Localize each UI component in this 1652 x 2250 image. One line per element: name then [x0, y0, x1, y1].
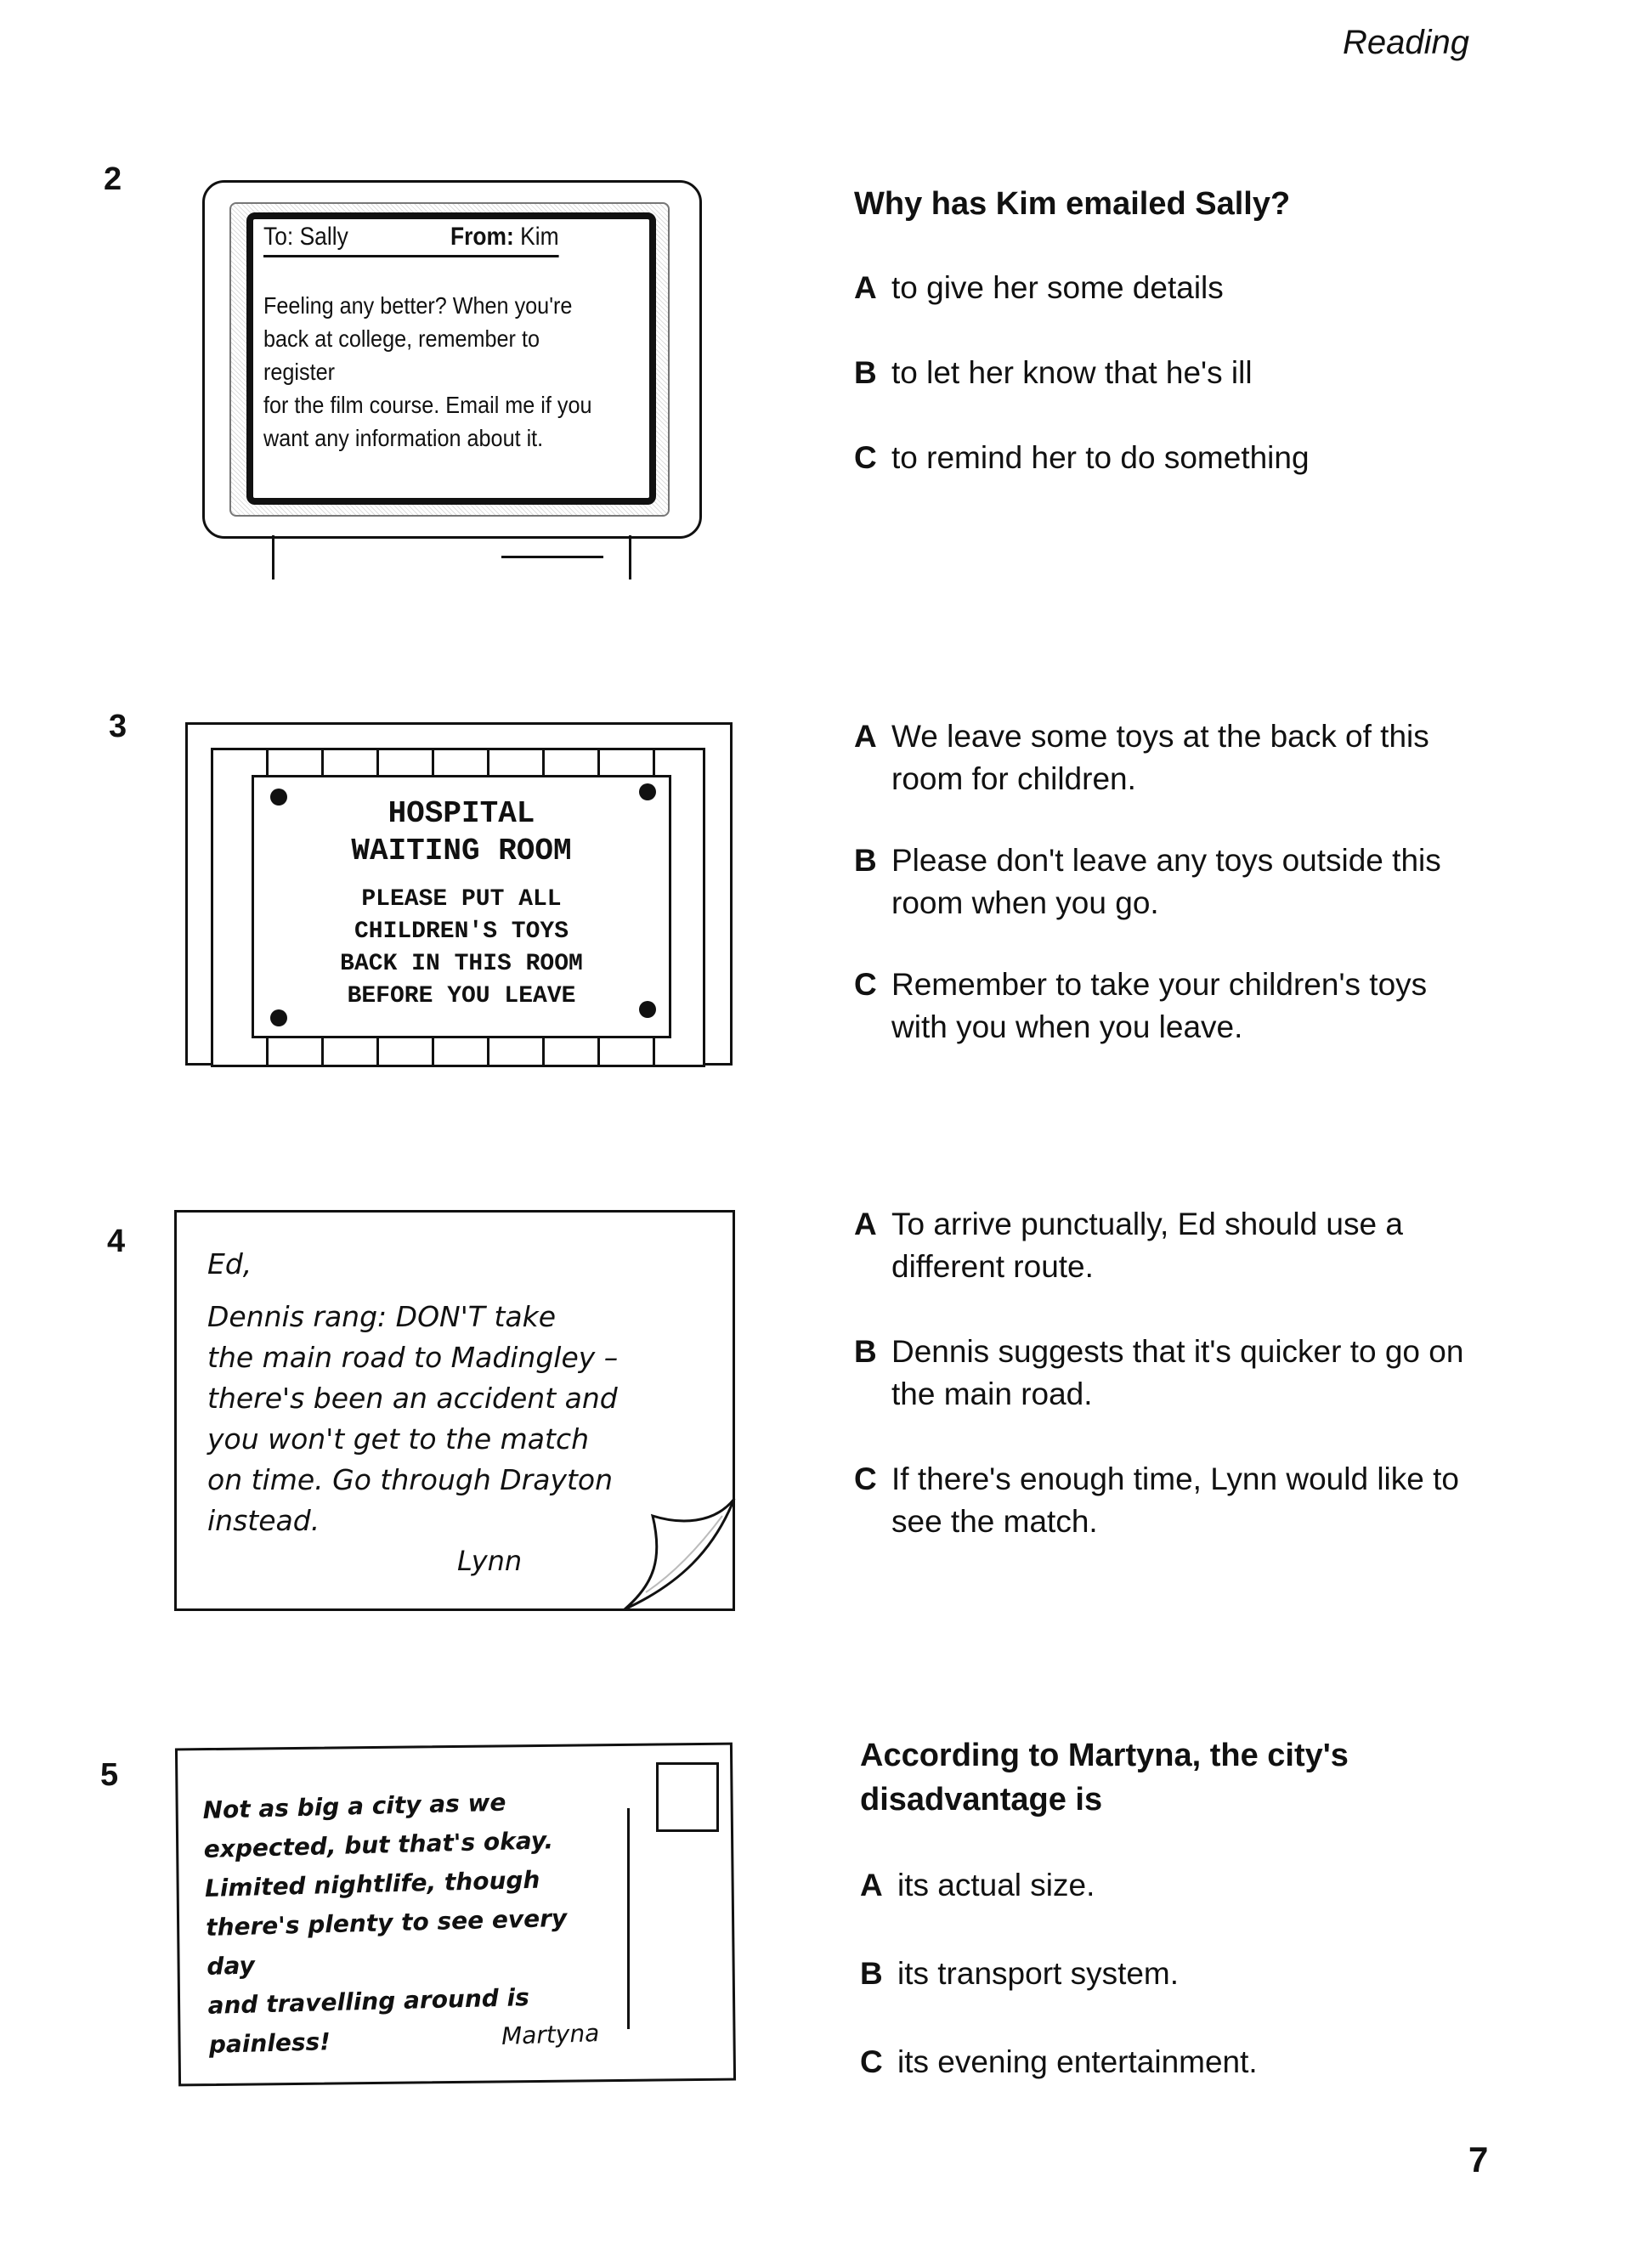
option-3a[interactable]: A We leave some toys at the back of this room for children. [854, 719, 1429, 796]
email-header [263, 223, 559, 257]
postcard-text: Not as big a city as we expected, but that's okay. Limited nightlife, though there's plenty to see every day and travelling around is painless! [202, 1788, 568, 2059]
sign-text: PLEASE PUT ALL CHILDREN'S TOYS BACK IN THIS ROOM BEFORE YOU LEAVE [340, 886, 583, 1009]
question-number-2: 2 [104, 161, 122, 197]
option-5c[interactable]: C its evening entertainment. [860, 2044, 1258, 2079]
question-3-options [854, 715, 1483, 1049]
option-3c[interactable]: C Remember to take your children's toys with you when you leave. [854, 967, 1428, 1044]
section-header: Reading [1343, 24, 1470, 61]
postcard-divider [627, 1808, 630, 2029]
question-2-prompt: Why has Kim emailed Sally? [854, 186, 1291, 222]
option-2c[interactable]: C to remind her to do something [854, 440, 1310, 475]
option-5b[interactable]: B its transport system. [860, 1956, 1180, 1991]
question-2-options [854, 267, 1551, 479]
monitor-stand-left [272, 535, 274, 579]
sign-title: HOSPITAL WAITING ROOM [351, 796, 572, 868]
note-text: Ed, Dennis rang: DON'T take the main road to Madingley – there's been an accident and you won't get to the match on time. Go through Drayton instead. [207, 1247, 619, 1537]
question-4-options [854, 1203, 1483, 1543]
postcard-signature: Martyna [501, 2018, 600, 2051]
question-number-4: 4 [107, 1224, 126, 1259]
monitor-stand-bar [501, 556, 603, 558]
question-number-5: 5 [100, 1757, 119, 1793]
stamp-box [656, 1762, 719, 1832]
email-to: To: Sally [263, 223, 348, 251]
option-2b[interactable]: B to let her know that he's ill [854, 355, 1253, 390]
question-number-3: 3 [109, 709, 127, 744]
email-from: From: Kim [450, 223, 559, 251]
option-4b[interactable]: B Dennis suggests that it's quicker to go on the main road. [854, 1334, 1464, 1411]
monitor-stand-right [629, 535, 631, 579]
page-number: 7 [1468, 2140, 1489, 2179]
option-5a[interactable]: A its actual size. [860, 1868, 1095, 1902]
question-5-prompt: According to Martyna, the city's disadvantage is [860, 1738, 1349, 1818]
option-4a[interactable]: A To arrive punctually, Ed should use a different route. [854, 1207, 1403, 1284]
question-5-options [860, 1864, 1489, 2083]
email-body: Feeling any better? When you're back at college, remember to register for the film course. Email me if you want any information about it. [263, 292, 592, 451]
note-signature: Lynn [457, 1545, 523, 1577]
option-4c[interactable]: C If there's enough time, Lynn would like to see the match. [854, 1461, 1459, 1539]
option-3b[interactable]: B Please don't leave any toys outside this room when you go. [854, 843, 1441, 920]
option-2a[interactable]: A to give her some details [854, 270, 1224, 305]
